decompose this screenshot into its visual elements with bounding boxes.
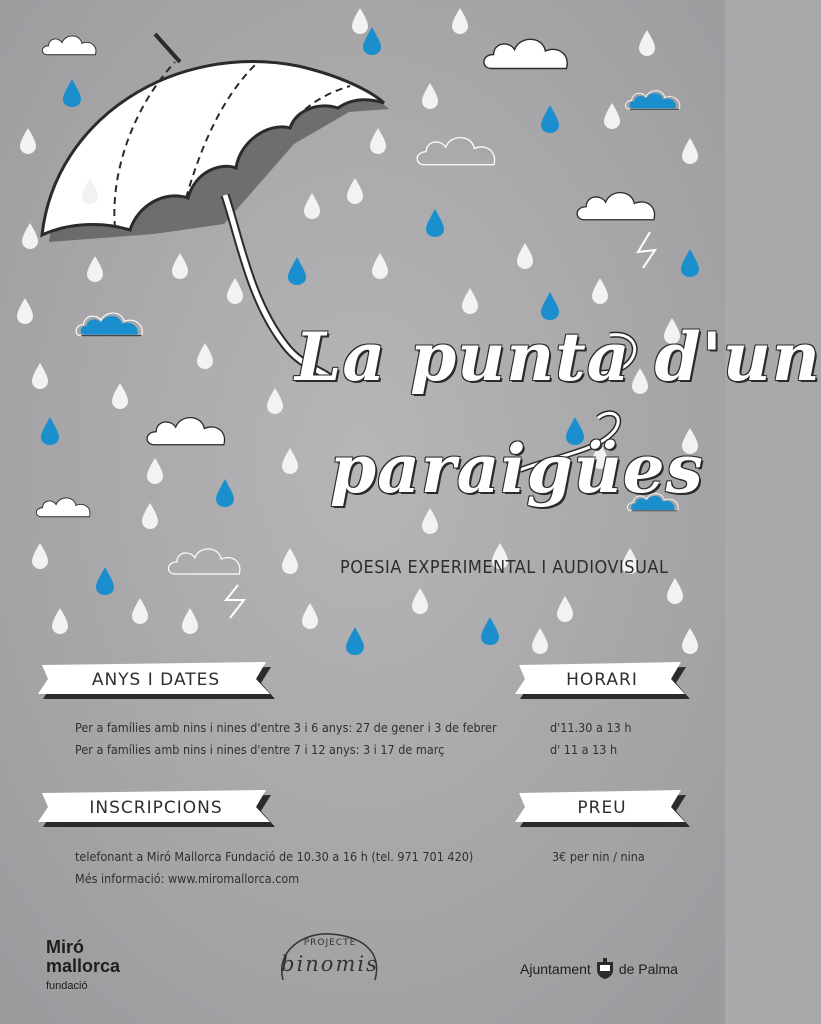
- miro-mallorca-logo: [46, 938, 120, 994]
- schedule-info: [550, 717, 631, 761]
- registration-line-2[interactable]: Més informació: www.miromallorca.com: [75, 871, 300, 886]
- miro-logo-line2: mallorca: [46, 956, 121, 976]
- price-info: [552, 846, 645, 868]
- miro-logo-line1: Miró: [46, 937, 84, 957]
- poster-title-line2: paraigües: [330, 430, 704, 508]
- schedule-banner: [513, 660, 691, 700]
- dates-heading: ANYS I DATES: [91, 670, 221, 690]
- ajuntament-palma-logo: [520, 958, 678, 980]
- schedule-line-1: d'11.30 a 13 h: [550, 720, 632, 735]
- binomis-logo-top: PROJECTE: [303, 938, 357, 948]
- ajuntament-logo-right: de Palma: [618, 961, 678, 977]
- poster-subtitle: POESIA EXPERIMENTAL I AUDIOVISUAL: [340, 557, 669, 578]
- registration-heading: INSCRIPCIONS: [89, 798, 223, 818]
- registration-info: [75, 846, 473, 890]
- crest-icon: [594, 958, 616, 980]
- dates-line-1: Per a famílies amb nins i nines d'entre 3 i 6 anys: 27 de gener i 3 de febrer: [75, 720, 497, 735]
- poster-title-line1: La punta d'un: [295, 318, 821, 396]
- schedule-line-2: d' 11 a 13 h: [550, 742, 618, 757]
- price-heading: PREU: [577, 798, 627, 818]
- dates-line-2: Per a famílies amb nins i nines d'entre 7 i 12 anys: 3 i 17 de març: [75, 742, 445, 757]
- binomis-logo-bottom: binomis: [281, 952, 379, 976]
- schedule-heading: HORARI: [566, 670, 638, 690]
- price-banner: [513, 788, 691, 828]
- dates-info: [75, 717, 497, 761]
- dates-banner: [36, 660, 276, 700]
- projecte-binomis-logo: [275, 930, 385, 990]
- registration-line-1: telefonant a Miró Mallorca Fundació de 10.30 a 16 h (tel. 971 701 420): [75, 849, 474, 864]
- registration-banner: [36, 788, 276, 828]
- price-line-1: 3€ per nin / nina: [552, 849, 645, 864]
- miro-logo-line3: fundació: [46, 980, 88, 992]
- ajuntament-logo-left: Ajuntament: [520, 961, 591, 977]
